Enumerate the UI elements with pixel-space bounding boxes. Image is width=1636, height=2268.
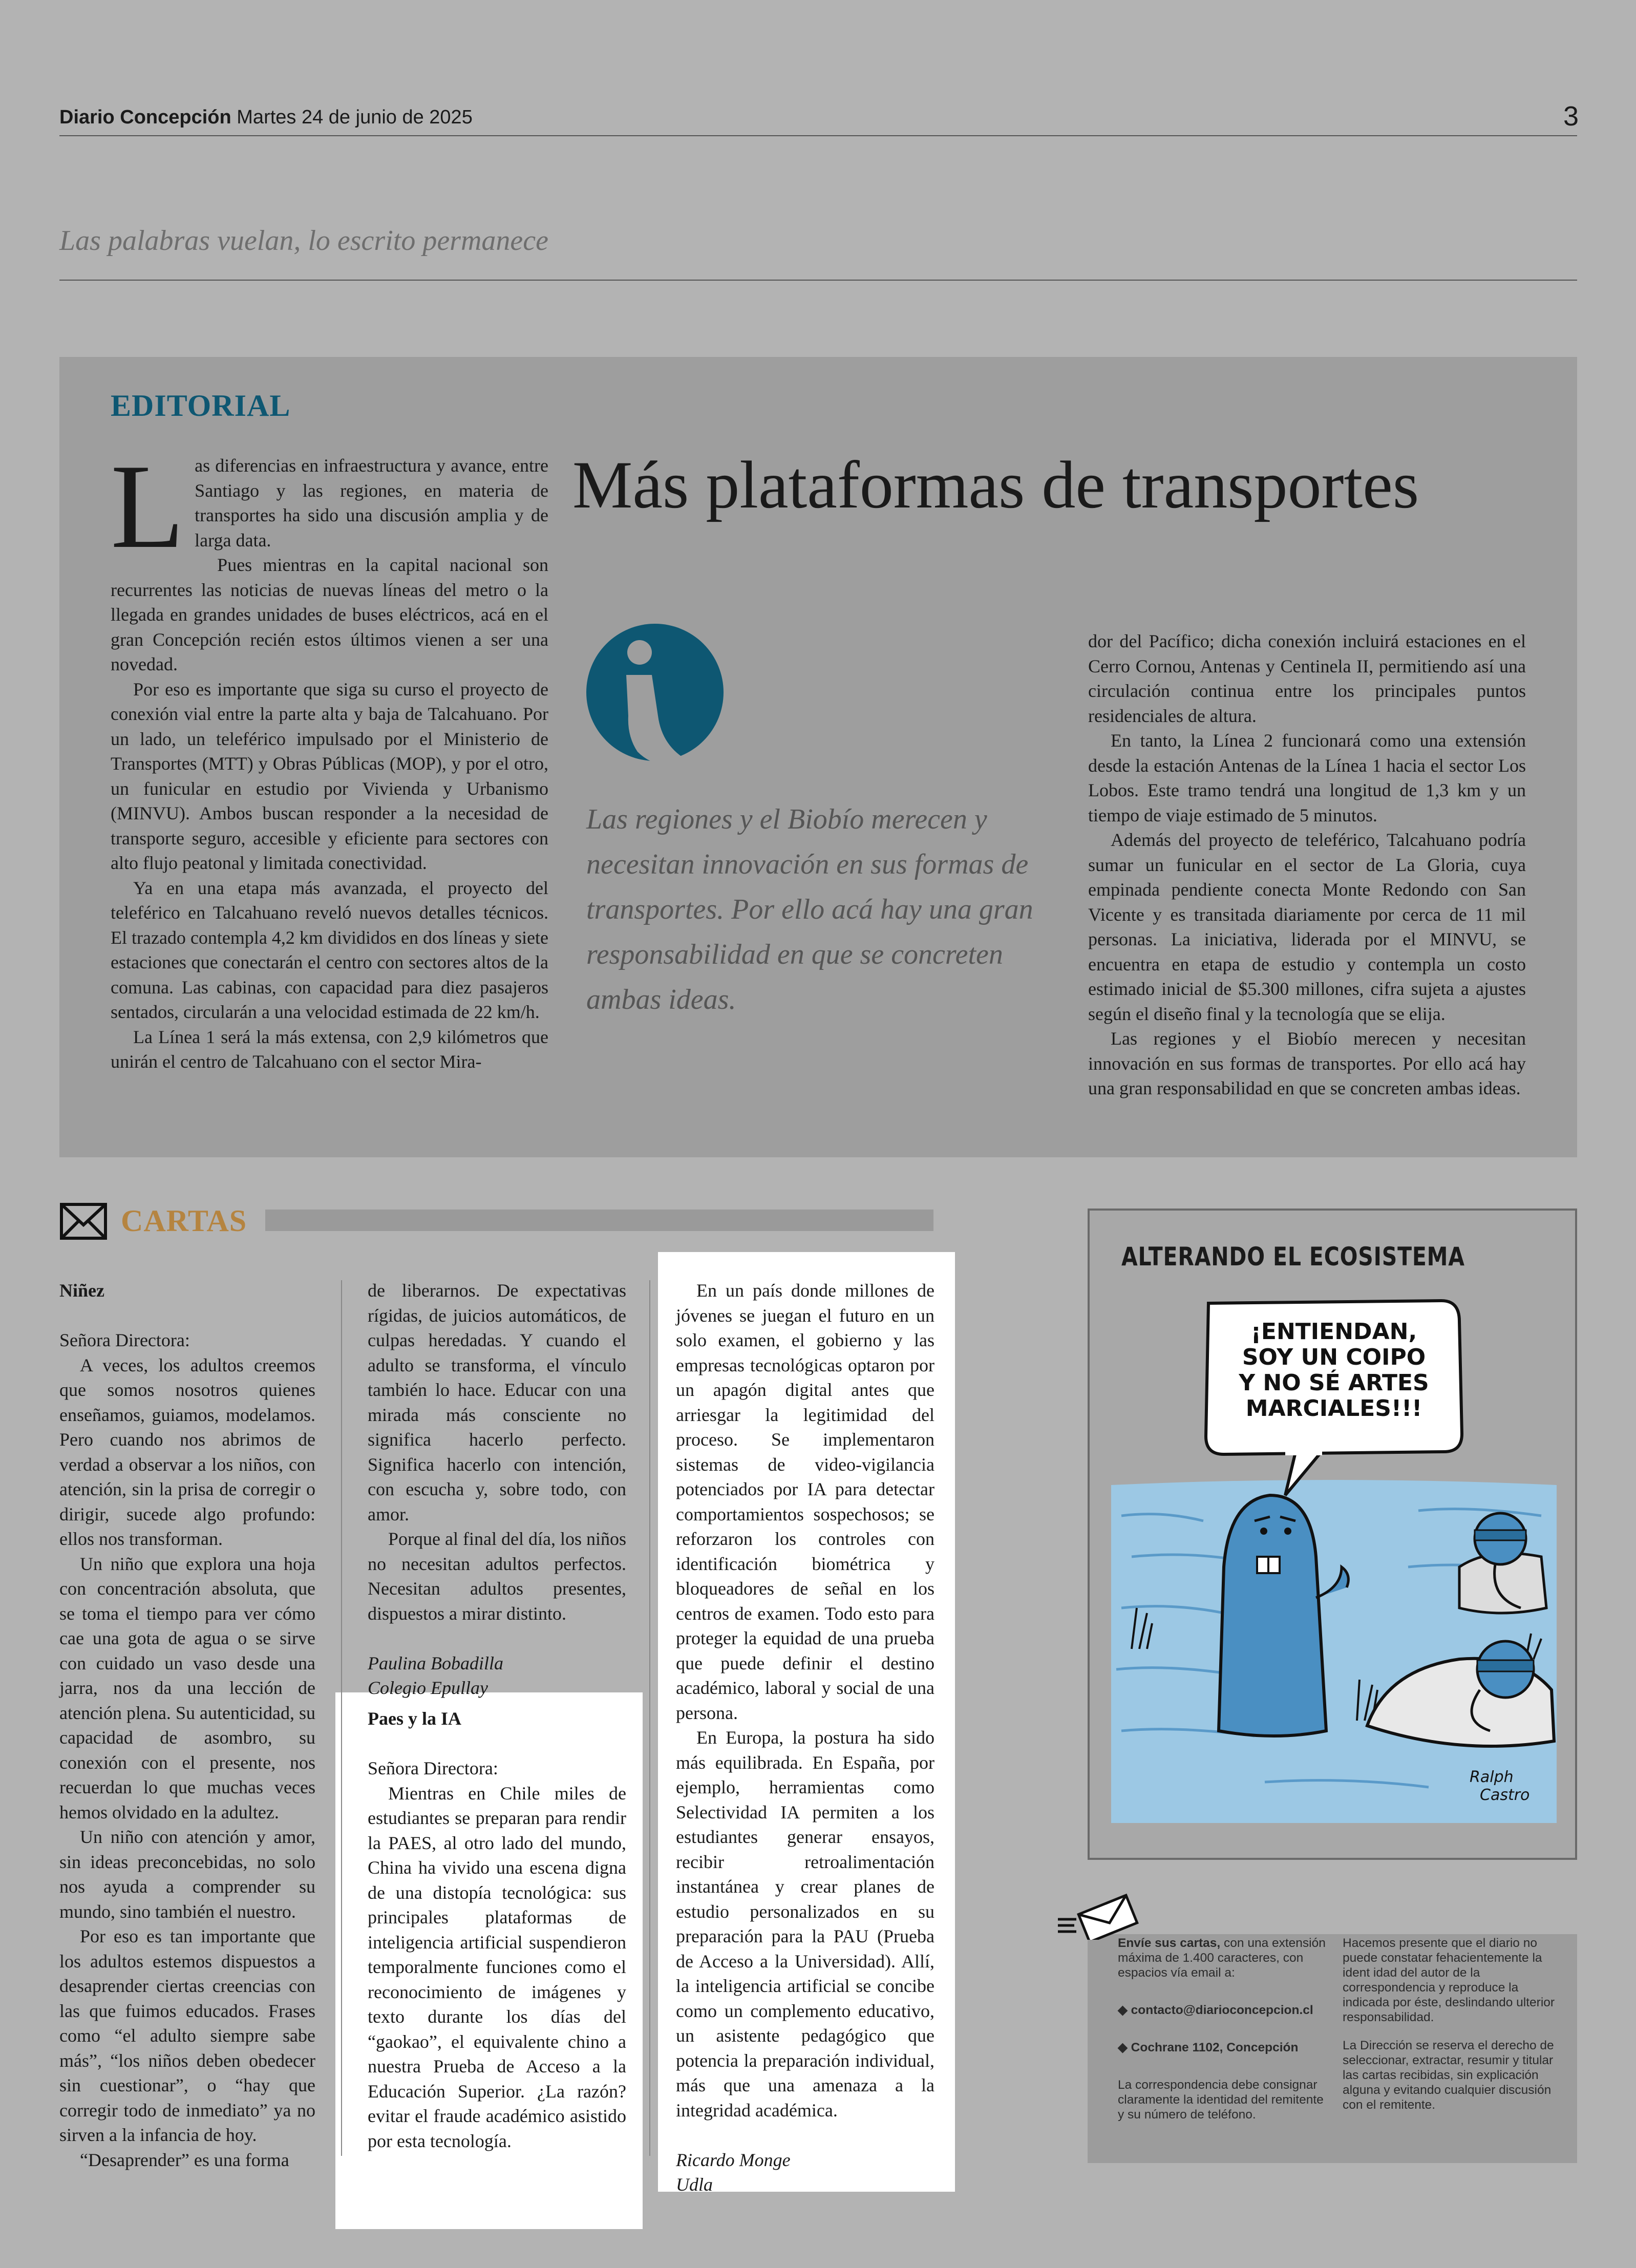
letter-paragraph: “Desaprender” es una forma — [80, 2149, 289, 2170]
cartas-title: CARTAS — [121, 1204, 247, 1238]
letter-paragraph: En un país donde millones de jóvenes se juegan el futuro en un solo examen, el gobierno y las empresas tecnológicas optaron por un apagón digital antes que arriesgar la legitimidad del proceso. Se implementaron sistemas de video-vigilancia potenciados por IA para detectar comportamientos sospechosos; se reforzaron los controles con identificación biométrica y bloqueadores de señal en los centros de examen. Todo esto para proteger la equidad de una prueba que puede definir el destino académico, laboral y social de una persona. — [676, 1280, 934, 1723]
cartoonist-signature-line-2: Castro — [1480, 1786, 1530, 1804]
info-icon — [586, 624, 724, 766]
editorial-paragraph: Además del proyecto de teleférico, Talcahuano podría sumar un funicular en el sector de La Gloria, cuya empinada pendiente conecta Monte Redondo con San Vicente y es transitada diariamente por cerca de 11 mil personas. La iniciativa, liderada por el MINVU, se encuentra en etapa de estudio y contempla un costo estimado inicial de $5.300 millones, cifra sujeta a ajustes según el diseño final y la tecnología que se elija. — [1088, 830, 1526, 1024]
speech-line-3: Y NO SÉ ARTES — [1239, 1370, 1429, 1396]
letter-niñez-column-b — [368, 1278, 626, 1701]
info-box-right — [1343, 1936, 1555, 2112]
cartas-header-bar — [265, 1210, 933, 1231]
cartoon-title: ALTERANDO EL ECOSISTEMA — [1121, 1242, 1465, 1271]
letter-signature-org: Colegio Epullay — [368, 1678, 488, 1698]
letters-address: Cochrane 1102, Concepción — [1131, 2041, 1299, 2054]
flying-envelope-icon — [1056, 1889, 1143, 1940]
letter-title: Niñez — [59, 1280, 104, 1301]
editorial-paragraph: dor del Pacífico; dicha conexión incluirá estaciones en el Cerro Cornou, Antenas y Centinela II, permitiendo así una circulación continua entre los principales puntos residenciales de altura. — [1088, 631, 1526, 726]
info-disclaimer: La Dirección se reserva el derecho de seleccionar, extractar, resumir y titular las cartas recibidas, sin explicación alguna y evitando cualquier discusión con el remitente. — [1343, 2039, 1554, 2112]
letter-salutation: Señora Directora: — [368, 1758, 498, 1778]
editorial-kicker: EDITORIAL — [111, 389, 291, 422]
column-divider — [649, 1280, 650, 2156]
letter-paes-column-d — [676, 1278, 934, 2197]
editorial-column-1 — [111, 440, 548, 1074]
header-rule — [59, 135, 1577, 136]
cartoon-illustration — [1101, 1280, 1567, 1849]
editorial-column-3 — [1088, 629, 1526, 1101]
letter-signature-name: Paulina Bobadilla — [368, 1652, 503, 1673]
tagline-rule — [59, 280, 1577, 281]
speech-line-4: MARCIALES!!! — [1245, 1395, 1422, 1422]
letter-signature-name: Ricardo Monge — [676, 2149, 791, 2170]
editorial-paragraph: Las regiones y el Biobío merecen y necesitan innovación en sus formas de transportes. Por ello acá hay una gran responsabilidad en que se concreten ambas ideas. — [1088, 1028, 1526, 1098]
letter-paragraph: de liberarnos. De expectativas rígidas, de juicios automáticos, de culpas heredadas. Y cuando el adulto se transforma, el vínculo también lo hace. Educar con una mirada más consciente no significa hacerlo perfecto. Significa hacerlo con intención, con escucha y, sobre todo, con amor. — [368, 1280, 626, 1524]
editorial-paragraph: La Línea 1 será la más extensa, con 2,9 kilómetros que unirán el centro de Talcahuano con el sector Mira- — [111, 1026, 548, 1072]
letter-paragraph: Porque al final del día, los niños no necesitan adultos perfectos. Necesitan adultos presentes, dispuestos a mirar distinto. — [368, 1529, 626, 1624]
letter-niñez-column-a — [59, 1278, 315, 2172]
editorial-paragraph: Ya en una etapa más avanzada, el proyecto del teleférico en Talcahuano reveló nuevos detalles técnicos. El trazado contempla 4,2 km divididos en dos líneas y siete estaciones que conectarán el centro con sectores altos de la comuna. Las cabinas, con capacidad para diez pasajeros sentados, circularán a una velocidad estimada de 22 km/h. — [111, 877, 548, 1022]
letter-paragraph: En Europa, la postura ha sido más equilibrada. En España, por ejemplo, herramientas como Selectividad IA permiten a los estudiantes generar ensayos, recibir retroalimentación instantánea y crear planes de estudio personalizados en su preparación para la PAU (Prueba de Acceso a la Universidad). Allí, la inteligencia artificial se concibe como un complemento educativo, un asistente pedagógico que potencia la preparación individual, más que una amenaza a la integridad académica. — [676, 1727, 934, 2121]
info-intro-bold: Envíe sus cartas, — [1118, 1936, 1221, 1950]
info-disclaimer: Hacemos presente que el diario no puede constatar fehacientemente la ident idad del autor de la correspondencia y reproduce la indicada por éste, deslindando ulterior responsabilidad. — [1343, 1936, 1555, 2024]
letter-paragraph: Un niño que explora una hoja con concentración absoluta, que se toma el tiempo para ver cómo cae una gota de agua o se sirve con cuidado un vaso desde una jarra, nos da una lección de atención plena. Su autenticidad, su capacidad de asombro, su conexión con el presente, nos recuerdan lo que muchas veces hemos olvidado en la adultez. — [59, 1553, 315, 1822]
drop-cap: L — [111, 440, 185, 574]
letter-paragraph: A veces, los adultos creemos que somos nosotros quienes enseñamos, guiamos, modelamos. Pero cuando nos abrimos de verdad a observar a los niños, con atención, sin la prisa de corregir o dirigir, sucede algo profundo: ellos nos transforman. — [59, 1354, 315, 1549]
letter-paragraph: Por eso es tan importante que los adultos estemos dispuestos a desaprender ciertas creencias con las que fuimos educados. Frases como “el adulto siempre sabe más”, “los niños deben obedecer sin cuestionar”, o “hay que corregir todo de inmediato” ya no sirven a la infancia de hoy. — [59, 1926, 315, 2145]
envelope-icon — [59, 1202, 108, 1240]
info-box-left: Envíe sus cartas, con una extensión máxima de 1.400 caracteres, con espacios vía email a: ◆ contacto@diarioconcepcion.cl ◆ Cochrane 1102, Concepción La correspondencia debe consignar claramente la identidad del remitente y su número de teléfono. — [1118, 1936, 1333, 2122]
pull-quote: Las regiones y el Biobío merecen y necesitan innovación en sus formas de transportes. Por ello acá hay una gran responsabilidad en que se concreten ambas ideas. — [586, 803, 1033, 1015]
letter-paes-column-c — [368, 1706, 626, 2153]
paper-name: Diario Concepción — [59, 107, 231, 128]
letter-paragraph: Mientras en Chile miles de estudiantes se preparan para rendir la PAES, al otro lado del mundo, China ha vivido una escena digna de una distopía tecnológica: sus principales plataformas de inteligencia artificial suspendieron temporalmente funciones como el reconocimiento de imágenes y texto durante los días del “gaokao”, el equivalente chino a nuestra Prueba de Acceso a la Educación Superior. ¿La razón? evitar el fraude académico asistido por esta tecnología. — [368, 1783, 626, 2151]
editorial-paragraph: Pues mientras en la capital nacional son recurrentes las noticias de nuevas líneas del metro o la llegada en grandes unidades de buses eléctricos, acá en el gran Concepción recién estos últimos vienen a ser una novedad. — [111, 555, 548, 674]
letter-salutation: Señora Directora: — [59, 1330, 190, 1350]
info-intro: con una extensión máxima de 1.400 caracteres, con espacios vía email a: — [1118, 1936, 1326, 1980]
letter-signature-org: Udla — [676, 2174, 713, 2195]
page-number: 3 — [1563, 101, 1579, 132]
letter-title: Paes y la IA — [368, 1708, 461, 1729]
speech-line-1: ¡ENTIENDAN, — [1250, 1319, 1417, 1345]
cartoonist-signature-line-1: Ralph — [1470, 1768, 1514, 1786]
editorial-paragraph: Por eso es importante que siga su curso el proyecto de conexión vial entre la parte alta y baja de Talcahuano. Por un lado, un teleférico impulsado por el Ministerio de Transportes (MTT) y Obras Públicas (MOP), y por el otro, un funicular en estudio por Vivienda y Urbanismo (MINVU). Ambos buscan responder a la necesidad de transporte seguro, accesible y eficiente para sectores con alto flujo peatonal y limitada conectividad. — [111, 679, 548, 873]
speech-line-2: SOY UN COIPO — [1242, 1344, 1426, 1370]
letter-paragraph: Un niño con atención y amor, sin ideas preconcebidas, no solo nos ayuda a comprender su mundo, sino también el nuestro. — [59, 1827, 315, 1922]
letters-email-link[interactable]: contacto@diarioconcepcion.cl — [1131, 2003, 1313, 2017]
info-note: La correspondencia debe consignar claramente la identidad del remitente y su número de teléfono. — [1118, 2078, 1324, 2122]
editorial-paragraph: as diferencias en infraestructura y avance, entre Santiago y las regiones, en materia de transportes ha sido una discusión amplia y de larga data. — [195, 455, 548, 550]
masthead — [59, 107, 473, 129]
editorial-paragraph: En tanto, la Línea 2 funcionará como una extensión desde la estación Antenas de la Línea 1 hacia el sector Los Lobos. Este tramo tendrá una longitud de 1,3 km y un tiempo de viaje estimado de 5 minutos. — [1088, 730, 1526, 825]
coipo-character — [1219, 1495, 1326, 1736]
issue-date: Martes 24 de junio de 2025 — [237, 107, 473, 128]
column-divider — [341, 1280, 342, 2156]
editorial-headline: Más plataformas de transportes — [572, 447, 1419, 522]
section-tagline: Las palabras vuelan, lo escrito permanece — [59, 225, 548, 257]
